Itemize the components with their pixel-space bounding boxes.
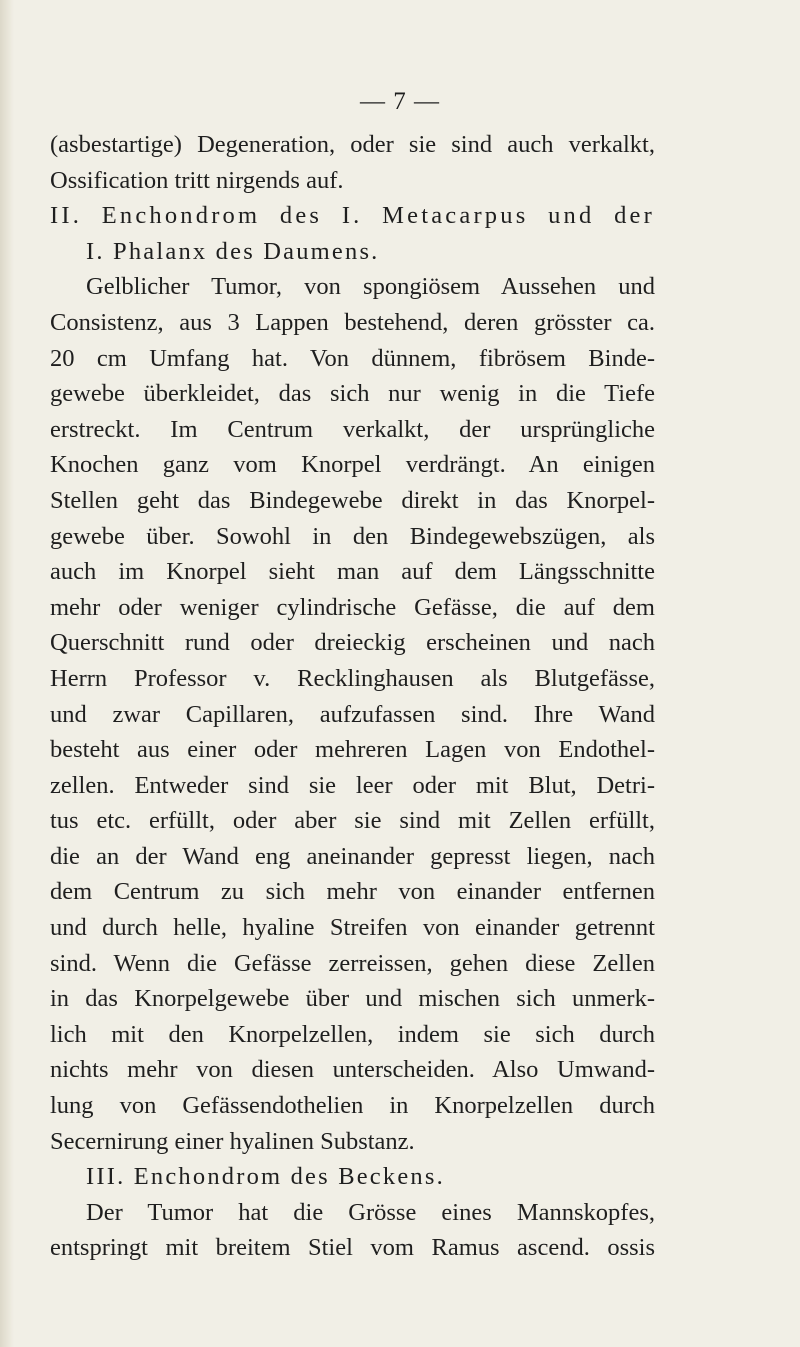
text-line: in das Knorpelgewebe über und mischen sich unmerk- <box>50 985 655 1013</box>
page-number: — 7 — <box>360 88 440 115</box>
text-line: besteht aus einer oder mehreren Lagen von Endothel- <box>50 736 655 764</box>
text-line: 20 cm Umfang hat. Von dünnem, fibrösem Binde- <box>50 344 655 372</box>
text-line: entspringt mit breitem Stiel vom Ramus ascend. ossis <box>50 1234 655 1262</box>
section-heading: II. Enchondrom des I. Metacarpus und der <box>50 202 655 230</box>
text-line: Ossification tritt nirgends auf. <box>50 166 344 194</box>
text-line: mehr oder weniger cylindrische Gefässe, die auf dem <box>50 593 655 621</box>
text-line: Querschnitt rund oder dreieckig erscheinen und nach <box>50 629 655 657</box>
text-line: Der Tumor hat die Grösse eines Mannskopfes, <box>86 1198 655 1226</box>
text-line: gewebe über. Sowohl in den Bindegewebszügen, als <box>50 522 655 550</box>
text-line: nichts mehr von diesen unterscheiden. Also Umwand- <box>50 1056 655 1084</box>
text-line: Herrn Professor v. Recklinghausen als Blutgefässe, <box>50 664 655 692</box>
text-line: auch im Knorpel sieht man auf dem Längsschnitte <box>50 558 655 586</box>
text-line: lung von Gefässendothelien in Knorpelzellen durch <box>50 1092 655 1120</box>
text-line: tus etc. erfüllt, oder aber sie sind mit Zellen erfüllt, <box>50 807 655 835</box>
text-line: Secernirung einer hyalinen Substanz. <box>50 1127 415 1155</box>
text-line: und zwar Capillaren, aufzufassen sind. Ihre Wand <box>50 700 655 728</box>
text-line: Stellen geht das Bindegewebe direkt in das Knorpel- <box>50 486 655 514</box>
text-line: Knochen ganz vom Knorpel verdrängt. An einigen <box>50 451 655 479</box>
text-line: zellen. Entweder sind sie leer oder mit Blut, Detri- <box>50 771 655 799</box>
text-line: sind. Wenn die Gefässe zerreissen, gehen diese Zellen <box>50 949 655 977</box>
section-heading: I. Phalanx des Daumens. <box>86 237 380 265</box>
text-line: (asbestartige) Degeneration, oder sie sind auch verkalkt, <box>50 131 655 158</box>
text-line: lich mit den Knorpelzellen, indem sie sich durch <box>50 1020 655 1048</box>
text-line: und durch helle, hyaline Streifen von einander getrennt <box>50 914 655 942</box>
text-line: gewebe überkleidet, das sich nur wenig in die Tiefe <box>50 380 655 408</box>
text-line: Consistenz, aus 3 Lappen bestehend, deren grösster ca. <box>50 308 655 336</box>
section-heading: III. Enchondrom des Beckens. <box>86 1163 445 1191</box>
text-line: Gelblicher Tumor, von spongiösem Aussehen und <box>86 273 655 301</box>
text-line: erstreckt. Im Centrum verkalkt, der ursprüngliche <box>50 415 655 443</box>
body-text <box>50 127 655 1266</box>
text-line: die an der Wand eng aneinander gepresst liegen, nach <box>50 842 655 870</box>
text-line: dem Centrum zu sich mehr von einander entfernen <box>50 878 655 906</box>
